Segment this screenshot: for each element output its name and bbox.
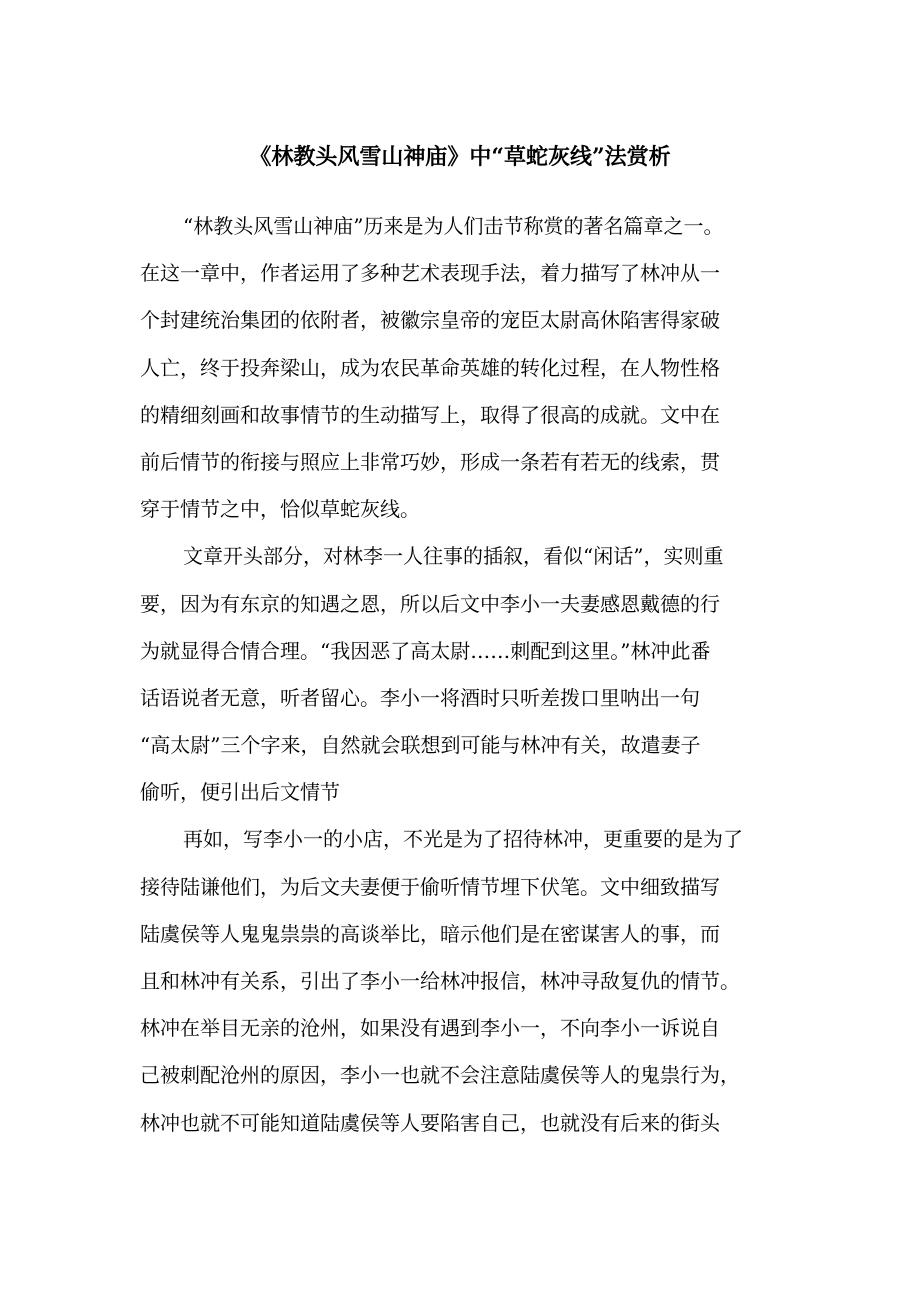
- document-title: 《林教头风雪山神庙》中“草蛇灰线”法赏析: [249, 144, 671, 170]
- paragraph-2-line-1: 文章开头部分，对林李一人往事的插叙，看似“闲话”，实则重: [183, 544, 724, 569]
- paragraph-2-line-5: “高太尉”三个字来，自然就会联想到可能与林冲有关，故遣妻子: [140, 733, 701, 758]
- paragraph-1-line-7: 穿于情节之中，恰似草蛇灰线。: [140, 497, 420, 522]
- paragraph-1-line-6: 前后情节的衔接与照应上非常巧妙，形成一条若有若无的线索，贯: [140, 449, 720, 474]
- paragraph-1-line-5: 的精细刻画和故事情节的生动描写上，取得了很高的成就。文中在: [140, 402, 720, 427]
- paragraph-3-line-6: 己被刺配沧州的原因，李小一也就不会注意陆虞侯等人的鬼祟行为，: [140, 1063, 740, 1088]
- paragraph-1-line-4: 人亡，终于投奔梁山，成为农民革命英雄的转化过程，在人物性格: [140, 355, 720, 380]
- paragraph-2-line-6: 偷听，便引出后文情节: [140, 780, 340, 805]
- paragraph-3-line-4: 且和林冲有关系，引出了李小一给林冲报信，林冲寻敌复仇的情节。: [140, 969, 740, 993]
- paragraph-1-line-2: 在这一章中，作者运用了多种艺术表现手法，着力描写了林冲从一: [140, 261, 720, 286]
- paragraph-3-line-3: 陆虞侯等人鬼鬼祟祟的高谈举比，暗示他们是在密谋害人的事，而: [140, 921, 720, 946]
- paragraph-2-line-2: 要，因为有东京的知遇之恩，所以后文中李小一夫妻感恩戴德的行: [140, 591, 720, 616]
- paragraph-1-line-1: “林教头风雪山神庙”历来是为人们击节称赏的著名篇章之一。: [183, 214, 724, 238]
- paragraph-3-line-7: 林冲也就不可能知道陆虞侯等人要陷害自己，也就没有后来的街头: [140, 1110, 720, 1135]
- paragraph-2-line-3: 为就显得合情合理。“我因恶了高太尉……刺配到这里。”林冲此番: [140, 638, 711, 663]
- paragraph-1-line-3: 个封建统治集团的依附者，被徽宗皇帝的宠臣太尉高休陷害得家破: [140, 308, 720, 333]
- paragraph-3-line-5: 林冲在举目无亲的沧州，如果没有遇到李小一，不向李小一诉说自: [140, 1016, 720, 1041]
- document-body: [140, 203, 800, 1147]
- paragraph-3-line-2: 接待陆谦他们，为后文夫妻便于偷听情节埋下伏笔。文中细致描写: [140, 874, 720, 899]
- paragraph-2-line-4: 话语说者无意，听者留心。李小一将酒时只听差拨口里呐出一句: [140, 685, 700, 710]
- paragraph-3-line-1: 再如，写李小一的小店，不光是为了招待林冲，更重要的是为了: [183, 827, 743, 852]
